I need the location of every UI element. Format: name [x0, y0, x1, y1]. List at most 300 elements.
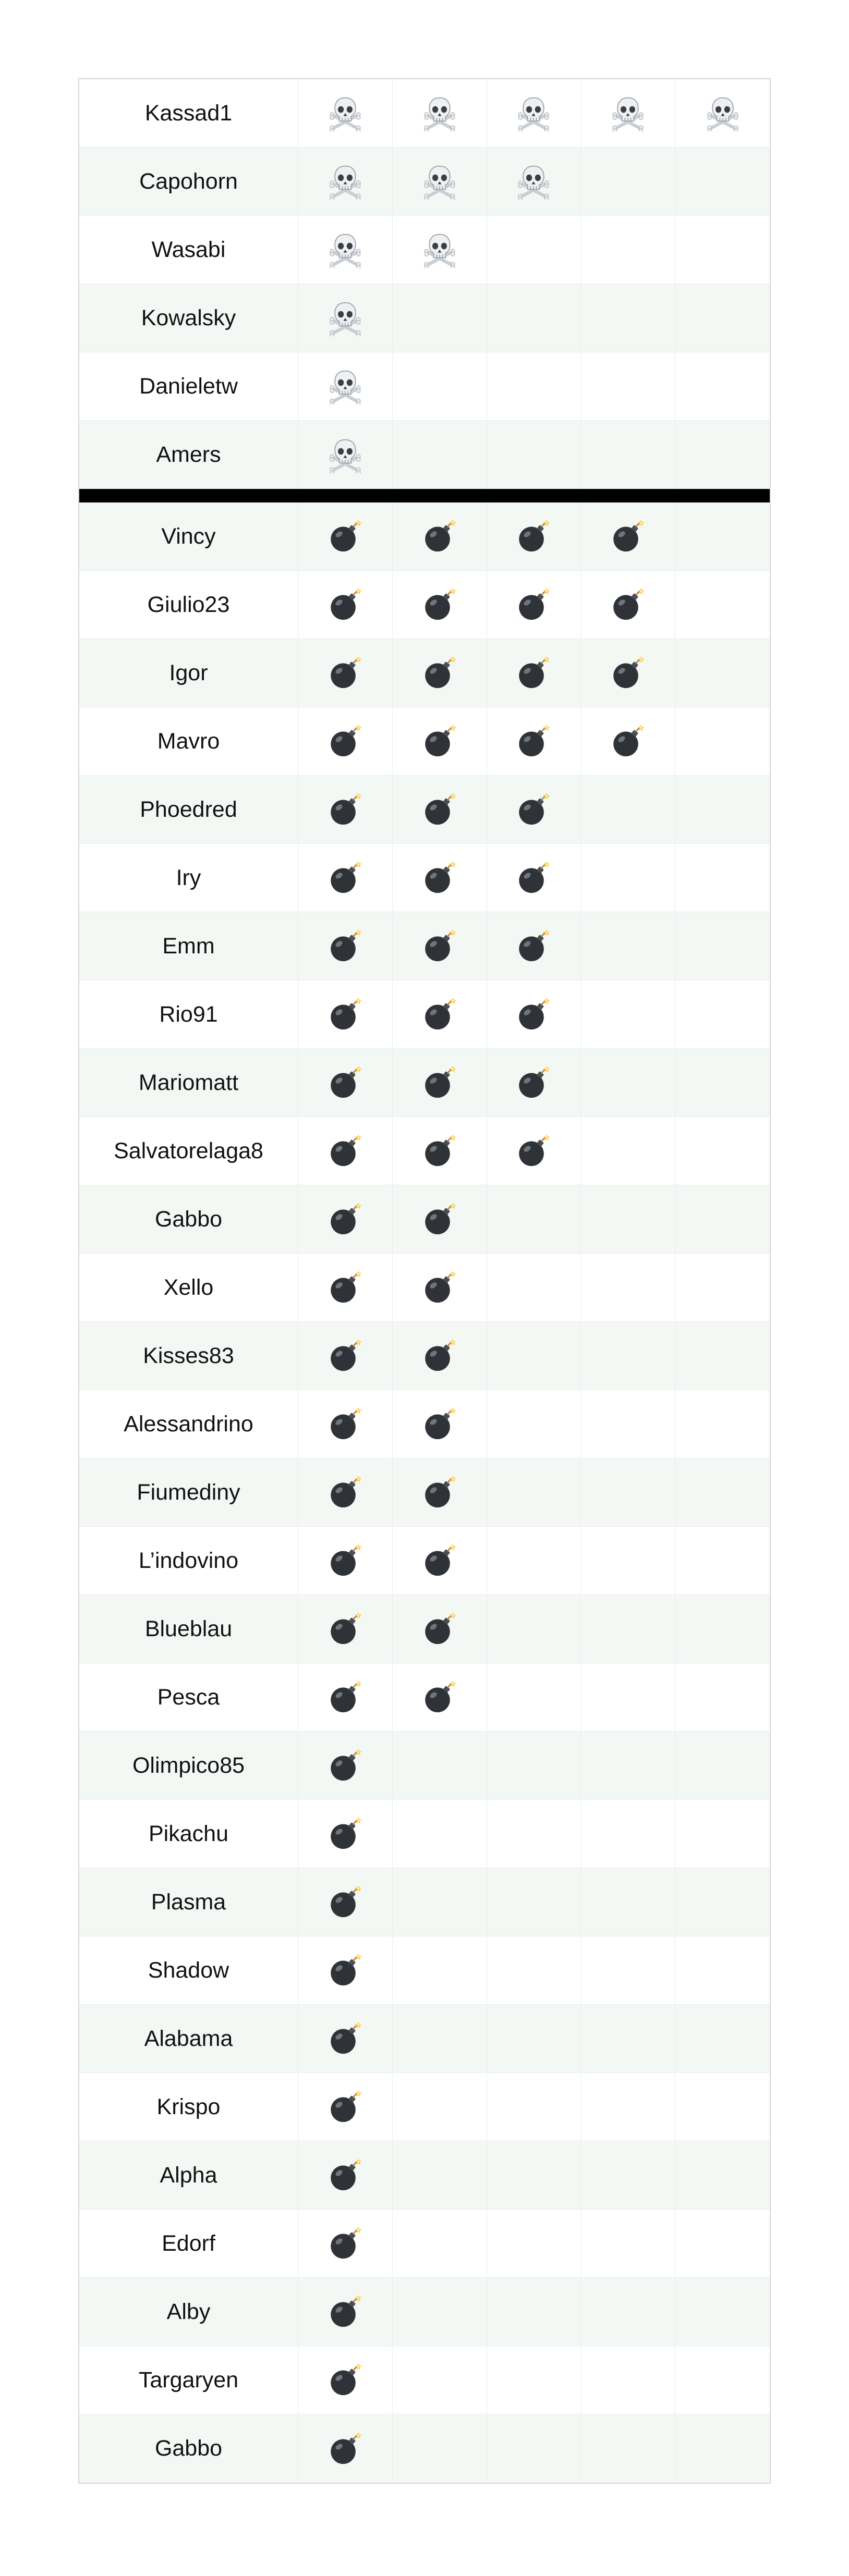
tally-cell [487, 707, 581, 775]
player-name: Gabbo [79, 1185, 298, 1253]
tally-cell [393, 421, 487, 489]
table-row [79, 2073, 770, 2141]
table-row [79, 148, 770, 216]
player-name: Alessandrino [79, 1390, 298, 1458]
tally-cell [393, 1185, 487, 1253]
bomb-icon [422, 1612, 457, 1646]
tally-cell [581, 2210, 675, 2277]
tally-cell [298, 1185, 393, 1253]
skull-and-crossbones-icon [327, 368, 363, 404]
tally-cell [675, 2414, 770, 2483]
tally-cell [298, 2073, 393, 2141]
bomb-icon [328, 2158, 362, 2192]
tally-cell [393, 639, 487, 707]
bomb-icon [328, 2021, 362, 2056]
bomb-icon [516, 519, 551, 554]
tally-cell [581, 502, 675, 570]
bomb-icon [328, 2432, 362, 2466]
section-divider [79, 489, 770, 502]
tally-cell [581, 352, 675, 420]
skull-and-crossbones-icon [327, 437, 363, 473]
table-row [79, 1185, 770, 1254]
bomb-icon [328, 1817, 362, 1851]
tally-cell [298, 1732, 393, 1799]
tally-cell [487, 1732, 581, 1799]
tally-cell [675, 639, 770, 707]
tally-cell [581, 912, 675, 980]
player-name: Alpha [79, 2141, 298, 2209]
tally-cell [487, 571, 581, 639]
bomb-icon [328, 724, 362, 758]
tally-cell [487, 502, 581, 570]
tally-cell [393, 912, 487, 980]
tally-cell [675, 2005, 770, 2072]
player-name: Rio91 [79, 980, 298, 1048]
tally-cell [393, 1732, 487, 1799]
tally-cell [487, 1390, 581, 1458]
tally-cell [487, 421, 581, 489]
tally-cell [675, 421, 770, 489]
tally-cell [298, 2141, 393, 2209]
tally-cell [393, 1936, 487, 2004]
player-name: Kisses83 [79, 1322, 298, 1390]
bomb-icon [516, 929, 551, 963]
tally-cell [675, 2210, 770, 2277]
table-row [79, 284, 770, 352]
bomb-icon [422, 519, 457, 554]
tally-cell [581, 2073, 675, 2141]
tally-cell [581, 1527, 675, 1594]
player-name: Amers [79, 421, 298, 489]
tally-cell [581, 1390, 675, 1458]
table-row [79, 1322, 770, 1390]
bomb-icon [422, 1065, 457, 1100]
bomb-icon [516, 861, 551, 895]
tally-cell [487, 1663, 581, 1731]
bomb-icon [328, 2090, 362, 2124]
tally-cell [581, 2141, 675, 2209]
tally-cell [581, 79, 675, 147]
skull-and-crossbones-icon [421, 95, 458, 131]
bomb-icon [422, 656, 457, 690]
table-row [79, 639, 770, 707]
player-name: Pikachu [79, 1800, 298, 1868]
tally-cell [298, 912, 393, 980]
skull-and-crossbones-icon [327, 95, 363, 131]
tally-cell [487, 1868, 581, 1936]
tally-cell [393, 148, 487, 215]
tally-cell [675, 2278, 770, 2346]
player-name: Xello [79, 1254, 298, 1321]
tally-cell [393, 1527, 487, 1594]
scoreboard-table [78, 78, 771, 2484]
tally-cell [393, 2005, 487, 2072]
table-row [79, 352, 770, 421]
tally-cell [675, 1049, 770, 1117]
tally-cell [675, 216, 770, 284]
tally-cell [581, 2278, 675, 2346]
player-name: Kowalsky [79, 284, 298, 352]
bomb-icon [422, 587, 457, 622]
tally-cell [581, 571, 675, 639]
player-name: Vincy [79, 502, 298, 570]
table-row [79, 1117, 770, 1185]
bomb-icon [422, 861, 457, 895]
tally-cell [487, 1049, 581, 1117]
bomb-icon [422, 929, 457, 963]
player-name: Targaryen [79, 2346, 298, 2414]
bomb-icon [328, 1270, 362, 1305]
table-row [79, 1595, 770, 1663]
bomb-icon [516, 997, 551, 1032]
player-name: Mariomatt [79, 1049, 298, 1117]
bomb-icon [516, 724, 551, 758]
tally-cell [487, 980, 581, 1048]
tally-cell [675, 2141, 770, 2209]
tally-cell [675, 79, 770, 147]
tally-cell [675, 502, 770, 570]
bomb-icon [516, 1134, 551, 1168]
tally-cell [487, 2141, 581, 2209]
player-name: L’indovino [79, 1527, 298, 1594]
tally-cell [581, 2346, 675, 2414]
tally-cell [393, 707, 487, 775]
tally-cell [581, 2414, 675, 2483]
tally-cell [393, 79, 487, 147]
player-name: Danieletw [79, 352, 298, 420]
tally-cell [298, 79, 393, 147]
tally-cell [393, 1800, 487, 1868]
bomb-icon [328, 1680, 362, 1714]
player-name: Shadow [79, 1936, 298, 2004]
tally-cell [298, 1800, 393, 1868]
player-name: Phoedred [79, 776, 298, 843]
bomb-icon [328, 656, 362, 690]
tally-cell [393, 571, 487, 639]
tally-cell [393, 2278, 487, 2346]
tally-cell [298, 421, 393, 489]
bomb-icon [422, 724, 457, 758]
bomb-icon [611, 587, 645, 622]
skull-and-crossbones-icon [610, 95, 646, 131]
tally-cell [298, 639, 393, 707]
tally-cell [675, 1185, 770, 1253]
player-name: Iry [79, 844, 298, 912]
bomb-icon [516, 1065, 551, 1100]
tally-cell [581, 776, 675, 843]
tally-cell [393, 1663, 487, 1731]
tally-cell [675, 148, 770, 215]
tally-cell [675, 844, 770, 912]
tally-cell [675, 1663, 770, 1731]
table-row [79, 216, 770, 284]
tally-cell [675, 912, 770, 980]
tally-cell [393, 2073, 487, 2141]
table-row [79, 502, 770, 571]
table-row [79, 1254, 770, 1322]
tally-cell [487, 844, 581, 912]
tally-cell [393, 1254, 487, 1321]
tally-cell [487, 776, 581, 843]
table-row [79, 1936, 770, 2005]
table-row [79, 1732, 770, 1800]
tally-cell [393, 216, 487, 284]
bomb-icon [516, 656, 551, 690]
table-row [79, 1458, 770, 1527]
bomb-icon [328, 1885, 362, 1919]
tally-cell [487, 352, 581, 420]
skull-and-crossbones-icon [327, 300, 363, 336]
tally-cell [675, 352, 770, 420]
player-name: Fiumediny [79, 1458, 298, 1526]
player-name: Blueblau [79, 1595, 298, 1663]
table-row [79, 2210, 770, 2278]
tally-cell [298, 1595, 393, 1663]
tally-cell [487, 1936, 581, 2004]
tally-cell [393, 1322, 487, 1390]
tally-cell [487, 1800, 581, 1868]
table-row [79, 1800, 770, 1868]
player-name: Wasabi [79, 216, 298, 284]
table-row [79, 1390, 770, 1458]
skull-and-crossbones-icon [327, 231, 363, 268]
skull-and-crossbones-icon [705, 95, 741, 131]
bomb-icon [611, 519, 645, 554]
player-name: Gabbo [79, 2414, 298, 2483]
bomb-icon [516, 792, 551, 827]
tally-cell [581, 148, 675, 215]
tally-cell [675, 1936, 770, 2004]
bomb-icon [328, 2226, 362, 2261]
tally-cell [675, 1595, 770, 1663]
bomb-icon [328, 1202, 362, 1236]
skull-and-crossbones-icon [421, 231, 458, 268]
tally-cell [393, 980, 487, 1048]
tally-cell [581, 1732, 675, 1799]
bomb-icon [422, 1543, 457, 1578]
tally-cell [581, 1663, 675, 1731]
player-name: Salvatorelaga8 [79, 1117, 298, 1185]
tally-cell [298, 284, 393, 352]
tally-cell [487, 1527, 581, 1594]
bomb-icon [328, 1339, 362, 1373]
bomb-icon [328, 792, 362, 827]
tally-cell [675, 1390, 770, 1458]
tally-cell [393, 2141, 487, 2209]
tally-cell [487, 639, 581, 707]
tally-cell [675, 980, 770, 1048]
tally-cell [393, 844, 487, 912]
bomb-icon [328, 519, 362, 554]
skull-and-crossbones-icon [327, 163, 363, 200]
tally-cell [393, 352, 487, 420]
tally-cell [675, 1117, 770, 1185]
tally-cell [298, 1527, 393, 1594]
tally-cell [675, 2073, 770, 2141]
tally-cell [393, 776, 487, 843]
bomb-icon [516, 587, 551, 622]
tally-cell [675, 2346, 770, 2414]
bomb-icon [422, 1680, 457, 1714]
tally-cell [298, 2210, 393, 2277]
table-row [79, 980, 770, 1049]
tally-cell [298, 352, 393, 420]
tally-cell [487, 2073, 581, 2141]
tally-cell [675, 1254, 770, 1321]
tally-cell [675, 1800, 770, 1868]
bomb-icon [328, 929, 362, 963]
bomb-icon [328, 1748, 362, 1783]
table-row [79, 79, 770, 148]
tally-cell [675, 707, 770, 775]
tally-cell [675, 776, 770, 843]
tally-cell [581, 1936, 675, 2004]
tally-cell [298, 2278, 393, 2346]
table-row [79, 571, 770, 639]
tally-cell [298, 571, 393, 639]
tally-cell [487, 148, 581, 215]
tally-cell [581, 216, 675, 284]
bomb-icon [328, 1953, 362, 1988]
bomb-icon [328, 1134, 362, 1168]
bomb-icon [328, 1612, 362, 1646]
tally-cell [487, 2414, 581, 2483]
skull-section [79, 79, 770, 489]
tally-cell [581, 707, 675, 775]
tally-cell [298, 502, 393, 570]
bomb-icon [328, 861, 362, 895]
bomb-icon [422, 1475, 457, 1510]
bomb-icon [611, 656, 645, 690]
player-name: Mavro [79, 707, 298, 775]
tally-cell [298, 2414, 393, 2483]
table-row [79, 776, 770, 844]
tally-cell [487, 912, 581, 980]
skull-and-crossbones-icon [515, 95, 552, 131]
tally-cell [581, 1458, 675, 1526]
tally-cell [393, 2210, 487, 2277]
tally-cell [393, 1868, 487, 1936]
bomb-icon [328, 1065, 362, 1100]
table-row [79, 1663, 770, 1732]
bomb-icon [422, 1339, 457, 1373]
bomb-icon [422, 1407, 457, 1441]
table-row [79, 1527, 770, 1595]
bomb-icon [328, 1543, 362, 1578]
tally-cell [581, 1049, 675, 1117]
tally-cell [581, 1185, 675, 1253]
tally-cell [581, 1800, 675, 1868]
tally-cell [581, 1595, 675, 1663]
player-name: Krispo [79, 2073, 298, 2141]
tally-cell [487, 1458, 581, 1526]
tally-cell [393, 284, 487, 352]
tally-cell [298, 844, 393, 912]
tally-cell [581, 421, 675, 489]
bomb-icon [328, 1475, 362, 1510]
table-row [79, 1868, 770, 1936]
tally-cell [581, 284, 675, 352]
tally-cell [298, 2346, 393, 2414]
player-name: Emm [79, 912, 298, 980]
bomb-icon [422, 1202, 457, 1236]
player-name: Giulio23 [79, 571, 298, 639]
tally-cell [393, 1390, 487, 1458]
tally-cell [298, 1117, 393, 1185]
tally-cell [298, 776, 393, 843]
bomb-section [79, 502, 770, 2483]
tally-cell [393, 1458, 487, 1526]
table-row [79, 2141, 770, 2210]
table-row [79, 844, 770, 912]
tally-cell [487, 2210, 581, 2277]
bomb-icon [611, 724, 645, 758]
table-row [79, 2005, 770, 2073]
bomb-icon [422, 1134, 457, 1168]
table-row [79, 912, 770, 980]
tally-cell [487, 1595, 581, 1663]
tally-cell [581, 1322, 675, 1390]
table-row [79, 2414, 770, 2483]
tally-cell [487, 1117, 581, 1185]
bomb-icon [328, 587, 362, 622]
bomb-icon [422, 997, 457, 1032]
player-name: Igor [79, 639, 298, 707]
skull-and-crossbones-icon [421, 163, 458, 200]
tally-cell [487, 79, 581, 147]
table-row [79, 2278, 770, 2346]
player-name: Alabama [79, 2005, 298, 2072]
bomb-icon [328, 2363, 362, 2397]
tally-cell [581, 1254, 675, 1321]
tally-cell [487, 1185, 581, 1253]
tally-cell [298, 216, 393, 284]
tally-cell [393, 1049, 487, 1117]
bomb-icon [328, 1407, 362, 1441]
tally-cell [487, 2346, 581, 2414]
tally-cell [298, 1936, 393, 2004]
tally-cell [487, 216, 581, 284]
tally-cell [298, 707, 393, 775]
tally-cell [298, 1458, 393, 1526]
tally-cell [298, 148, 393, 215]
tally-cell [487, 1322, 581, 1390]
tally-cell [581, 639, 675, 707]
bomb-icon [328, 997, 362, 1032]
table-row [79, 1049, 770, 1117]
tally-cell [581, 1868, 675, 1936]
bomb-icon [422, 792, 457, 827]
tally-cell [298, 1322, 393, 1390]
tally-cell [675, 1322, 770, 1390]
tally-cell [675, 571, 770, 639]
tally-cell [581, 980, 675, 1048]
tally-cell [487, 284, 581, 352]
tally-cell [487, 2005, 581, 2072]
tally-cell [393, 2346, 487, 2414]
bomb-icon [328, 2295, 362, 2329]
player-name: Capohorn [79, 148, 298, 215]
player-name: Pesca [79, 1663, 298, 1731]
tally-cell [487, 1254, 581, 1321]
player-name: Plasma [79, 1868, 298, 1936]
tally-cell [675, 1458, 770, 1526]
tally-cell [675, 1732, 770, 1799]
tally-cell [298, 2005, 393, 2072]
tally-cell [393, 1117, 487, 1185]
tally-cell [298, 980, 393, 1048]
player-name: Alby [79, 2278, 298, 2346]
